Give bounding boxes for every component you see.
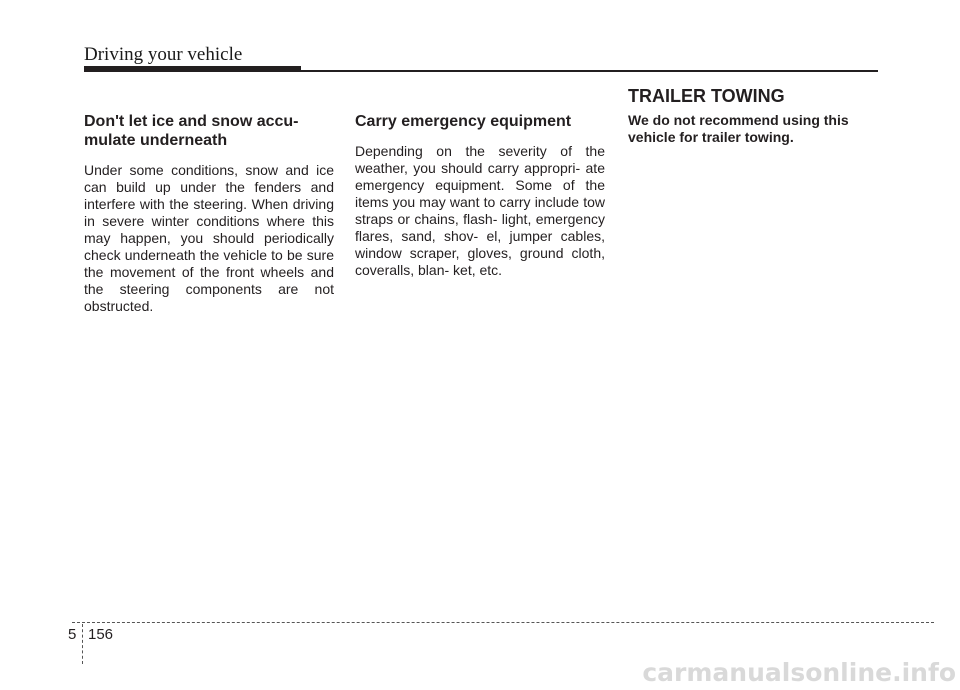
column-emergency — [355, 112, 605, 279]
chapter-number: 5 — [68, 626, 77, 643]
page-header-title: Driving your vehicle — [84, 44, 243, 65]
ice-snow-heading-line2: mulate underneath — [84, 132, 228, 149]
ice-snow-heading-line1: Don't let ice and snow accu- — [84, 113, 299, 130]
ice-snow-body: Under some conditions, snow and ice can build up under the fenders and interfere with the steering. When driving in severe winter conditions where this may happen, you should periodically check underneath the vehicle to be sure the movement of the front wheels and the steering components are not obstructed. — [84, 162, 334, 314]
header-rule-thick — [84, 66, 301, 72]
watermark: carmanualsonline.info — [642, 658, 956, 687]
ice-snow-heading — [84, 112, 314, 150]
trailer-towing-heading: TRAILER TOWING — [628, 86, 785, 106]
emergency-body: Depending on the severity of the weather, you should carry appropri- ate emergency equipment. Some of the items you may want to carry include tow straps or chains, flash- light, emergency flares, sand, shov- el, jumper cables, window scraper, gloves, ground cloth, coveralls, blan- ket, etc. — [355, 143, 605, 278]
column-trailer — [628, 112, 878, 146]
footer-divider — [72, 622, 934, 623]
header-rule-thin — [301, 70, 878, 72]
emergency-heading: Carry emergency equipment — [355, 113, 572, 130]
trailer-towing-body: We do not recommend using this vehicle for trailer towing. — [628, 112, 849, 145]
column-ice-snow — [84, 112, 334, 315]
page-number: 156 — [88, 626, 114, 643]
